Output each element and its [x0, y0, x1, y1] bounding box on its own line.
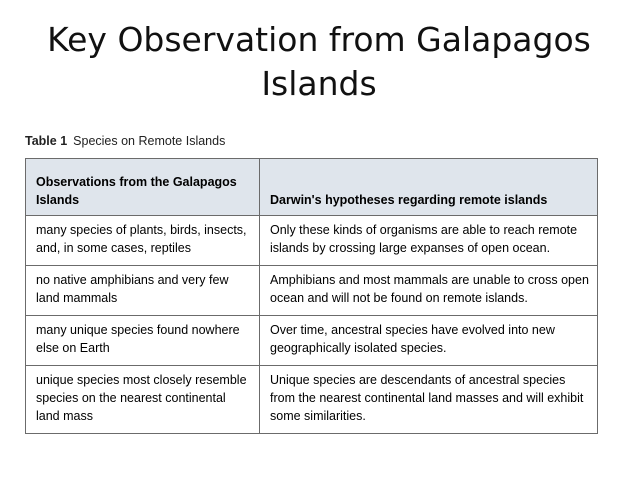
table-row: [26, 316, 598, 366]
hypothesis-cell: Only these kinds of organisms are able to reach remote islands by crossing large expanses of open ocean.: [260, 216, 598, 266]
hypothesis-cell: Amphibians and most mammals are unable to cross open ocean and will not be found on remote islands.: [260, 266, 598, 316]
observations-table: [25, 158, 598, 434]
observation-cell: many species of plants, birds, insects, and, in some cases, reptiles: [26, 216, 260, 266]
table-caption-label: Table 1: [25, 134, 68, 148]
table-caption: [25, 134, 225, 148]
observation-cell: many unique species found nowhere else on Earth: [26, 316, 260, 366]
hypotheses-header: Darwin's hypotheses regarding remote islands: [260, 159, 598, 216]
table-header-row: [26, 159, 598, 216]
table-row: [26, 266, 598, 316]
hypothesis-cell: Unique species are descendants of ancestral species from the nearest continental land masses and will exhibit some similarities.: [260, 366, 598, 434]
observations-header: Observations from the Galapagos Islands: [26, 159, 260, 216]
table-row: [26, 366, 598, 434]
observation-cell: no native amphibians and very few land mammals: [26, 266, 260, 316]
slide-title: Key Observation from Galapagos Islands: [47, 20, 591, 103]
hypothesis-cell: Over time, ancestral species have evolved into new geographically isolated species.: [260, 316, 598, 366]
observation-cell: unique species most closely resemble species on the nearest continental land mass: [26, 366, 260, 434]
table-row: [26, 216, 598, 266]
table-caption-text: Species on Remote Islands: [73, 134, 226, 148]
